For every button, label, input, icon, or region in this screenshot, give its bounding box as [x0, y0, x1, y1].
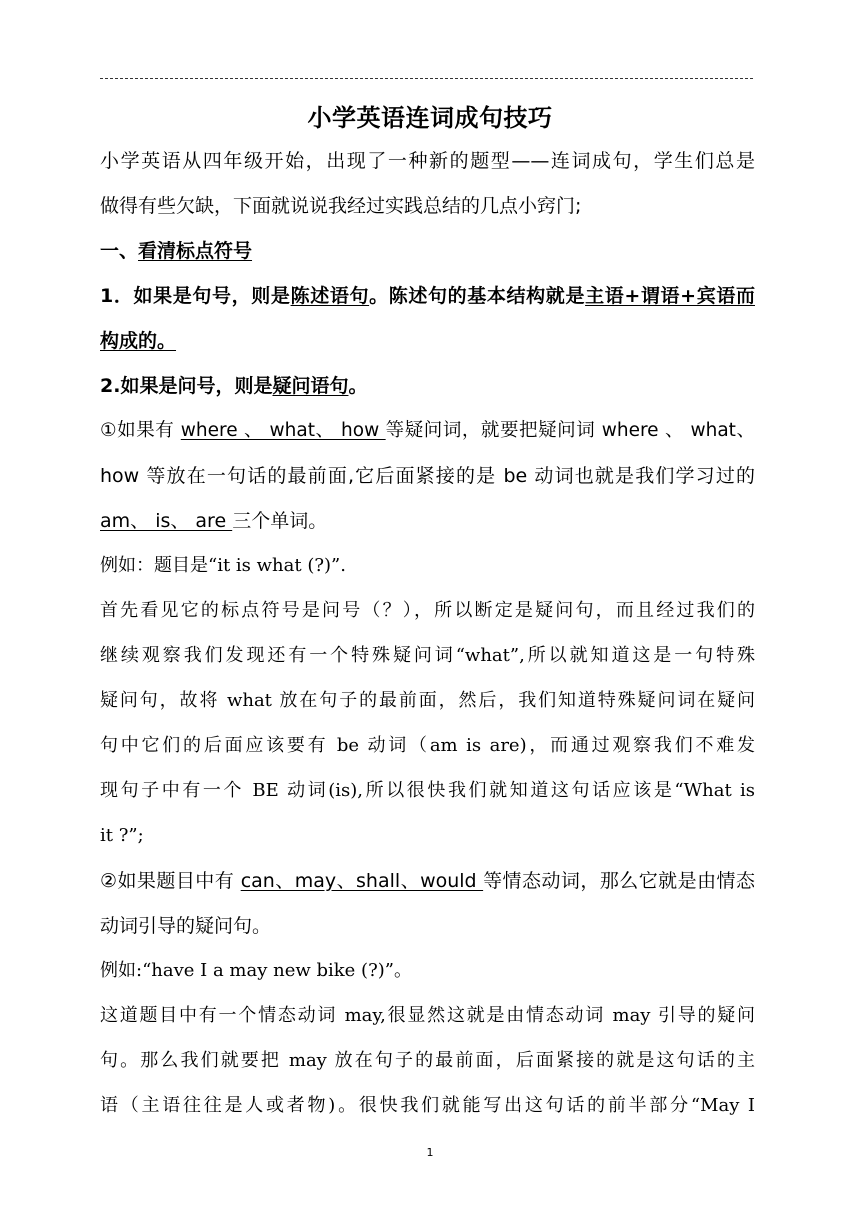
example-1-line-6: 现句子中有一个 BE 动词(is),所以很快我们就知道这句话应该是“What is: [100, 780, 755, 801]
example-2-line-1: 例如:“have I a may new bike (?)”。: [100, 960, 412, 981]
example-2-line-3: 句。那么我们就要把 may 放在句子的最前面，后面紧接的就是这句话的主: [100, 1050, 755, 1071]
item-2-lead: ②如果题目中有: [100, 870, 241, 892]
point-2: [100, 373, 755, 399]
example-1-line-4: 疑问句，故将 what 放在句子的最前面，然后，我们知道特殊疑问词在疑问: [100, 690, 755, 711]
point-1-line-1: [100, 283, 755, 309]
point-1-term: 陈述语句: [290, 285, 370, 307]
header-dashed-rule: [100, 78, 753, 79]
item-1-line-2: how 等放在一句话的最前面,它后面紧接的是 be 动词也就是我们学习过的: [100, 465, 755, 487]
example-2-line-4: 语（主语往往是人或者物)。很快我们就能写出这句话的前半部分“May I: [100, 1095, 755, 1116]
item-1-line-3: [100, 508, 755, 534]
item-2-line-2: 动词引导的疑问句。: [100, 915, 272, 937]
page-number: 1: [426, 1146, 434, 1159]
section-title: 看清标点符号: [138, 240, 253, 262]
example-1-line-7: it ?”;: [100, 825, 144, 846]
point-1-text: 1．如果是句号，则是: [100, 285, 291, 307]
intro-line-1: 小学英语从四年级开始，出现了一种新的题型——连词成句，学生们总是: [100, 150, 755, 172]
example-1-line-5: 句中它们的后面应该要有 be 动词（am is are)，而通过观察我们不难发: [100, 735, 755, 756]
item-1-question-words: where 、 what、 how: [180, 420, 386, 441]
item-1-text: 等疑问词，就要把疑问词 where 、 what、: [385, 420, 755, 441]
item-2-line-1: [100, 868, 755, 894]
section-number: 一、: [100, 240, 139, 262]
point-1-structure: 主语+谓语+宾语而: [585, 285, 755, 307]
item-2-modal-verbs: can、may、shall、would: [240, 870, 484, 892]
example-1-line-2: 首先看见它的标点符号是问号（？），所以断定是疑问句，而且经过我们的: [100, 600, 755, 621]
point-1-line-2: [100, 328, 755, 354]
point-1-text-2: 。陈述句的基本结构就是: [369, 285, 586, 307]
item-2-text: 等情态动词，那么它就是由情态: [483, 870, 755, 892]
document-title: 小学英语连词成句技巧: [307, 104, 553, 132]
point-2-term: 疑问语句: [272, 375, 349, 397]
item-1-lead: ①如果有: [100, 420, 181, 441]
section-heading: [100, 238, 755, 264]
point-2-text: 2.如果是问号，则是: [100, 375, 273, 397]
point-1-structure-end: 构成的。: [100, 330, 177, 352]
example-1-line-3: 继续观察我们发现还有一个特殊疑问词“what”,所以就知道这是一句特殊: [100, 645, 755, 666]
point-2-end: 。: [348, 375, 368, 397]
item-1-be-verbs: am、 is、 are: [100, 510, 233, 532]
item-1-text-end: 三个单词。: [232, 510, 328, 532]
item-1-line-1: [100, 418, 755, 444]
example-2-line-2: 这道题目中有一个情态动词 may,很显然这就是由情态动词 may 引导的疑问: [100, 1005, 755, 1026]
example-1-line-1: 例如：题目是“it is what (?)”.: [100, 555, 346, 576]
intro-line-2: 做得有些欠缺，下面就说说我经过实践总结的几点小窍门;: [100, 195, 582, 217]
